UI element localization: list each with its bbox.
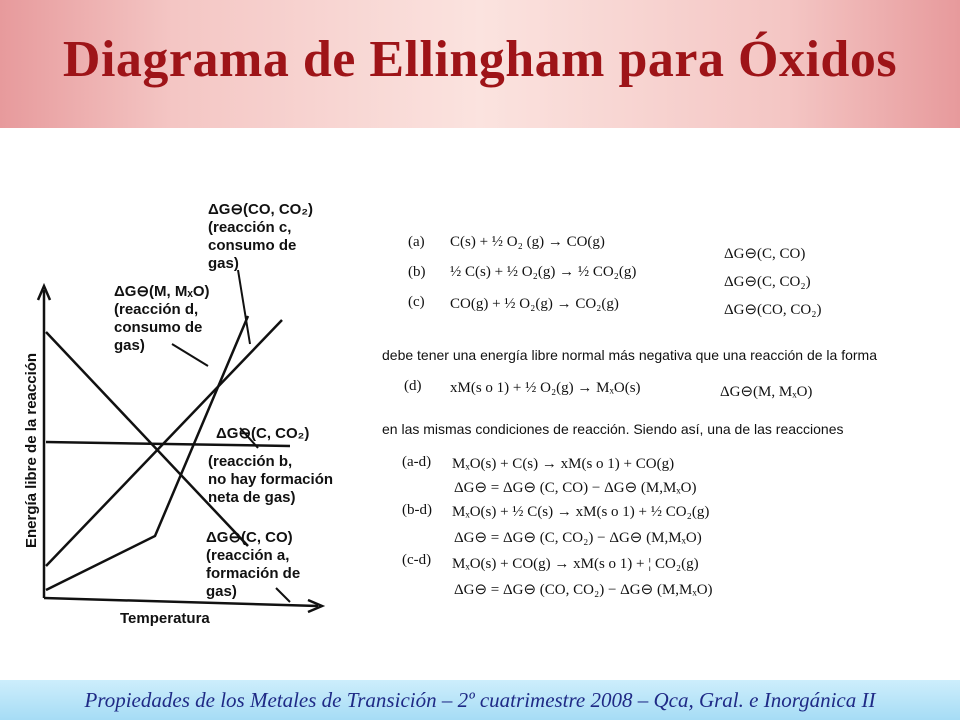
y-axis-label: Energía libre de la reacción [23, 352, 40, 548]
annotation-c-co-line2: (reacción a, [206, 547, 290, 564]
combined-ad-equation: MₓO(s) + C(s) → xM(s o 1) + CO(g) [452, 456, 675, 472]
reaction-b-equation: ½ C(s) + ½ O₂(g) → ½ CO₂(g) [450, 264, 637, 280]
reaction-c-dg: ΔG⊖(CO, CO₂) [724, 302, 822, 318]
combined-bd-tag: (b-d) [402, 502, 432, 518]
annotation-c-co2-line2: (reacción b, [208, 453, 293, 470]
annotation-c-co-line4: gas) [206, 583, 237, 600]
reaction-a-dg: ΔG⊖(C, CO) [724, 246, 806, 262]
combined-ad-dg: ΔG⊖ = ΔG⊖ (C, CO) − ΔG⊖ (M,MₓO) [454, 480, 697, 496]
annotation-co-co2-line2: (reacción c, [208, 219, 292, 236]
leader-m-mxo [172, 344, 208, 366]
slide-title: Diagrama de Ellingham para Óxidos [62, 31, 898, 88]
leader-c-co [276, 588, 290, 602]
reaction-a-equation: C(s) + ½ O₂ (g) → CO(g) [450, 234, 605, 250]
annotation-m-mxo-line4: gas) [114, 337, 145, 354]
annotation-co-co2-line4: gas) [208, 255, 239, 272]
combined-cd-tag: (c-d) [402, 552, 432, 568]
combined-bd-dg: ΔG⊖ = ΔG⊖ (C, CO₂) − ΔG⊖ (M,MₓO) [454, 530, 702, 546]
annotation-c-co2-line4: neta de gas) [208, 489, 296, 506]
annotation-m-mxo-line1: ΔG⊖(M, MₓO) [114, 283, 210, 300]
footer-bar [0, 680, 960, 720]
annotation-m-mxo-line2: (reacción d, [114, 301, 199, 318]
combined-ad-tag: (a-d) [402, 454, 432, 470]
x-axis-label: Temperatura [120, 610, 210, 627]
combined-cd-equation: MₓO(s) + CO(g) → xM(s o 1) + ¦ CO₂(g) [452, 556, 699, 572]
combined-bd-equation: MₓO(s) + ½ C(s) → xM(s o 1) + ½ CO₂(g) [452, 504, 710, 520]
reaction-a-tag: (a) [408, 234, 425, 250]
reaction-d-dg: ΔG⊖(M, MₓO) [720, 384, 813, 400]
reaction-b-tag: (b) [408, 264, 426, 280]
combined-cd-dg: ΔG⊖ = ΔG⊖ (CO, CO₂) − ΔG⊖ (M,MₓO) [454, 582, 713, 598]
annotation-m-mxo-line3: consumo de [114, 319, 203, 336]
sentence-2: en las mismas condiciones de reacción. Siendo así, una de las reacciones [382, 421, 844, 437]
footer-text: Propiedades de los Metales de Transición – 2º cuatrimestre 2008 – Qca, Gral. e Inorgánica II [84, 688, 876, 712]
annotation-c-co-line1: ΔG⊖(C, CO) [206, 529, 293, 546]
annotation-c-co2-line1: ΔG⊖(C, CO₂) [216, 425, 310, 442]
ellingham-figure [0, 128, 960, 680]
reaction-b-dg: ΔG⊖(C, CO₂) [724, 274, 811, 290]
title-banner [0, 0, 960, 128]
x-axis [44, 598, 318, 606]
reaction-d-equation: xM(s o 1) + ½ O₂(g) → MₓO(s) [450, 380, 641, 396]
reaction-c-tag: (c) [408, 294, 425, 310]
annotation-c-co2-line3: no hay formación [208, 471, 334, 488]
reaction-d-tag: (d) [404, 378, 422, 394]
annotation-co-co2-line1: ΔG⊖(CO, CO₂) [208, 201, 314, 218]
ellingham-diagram-svg [0, 128, 960, 680]
annotation-co-co2-line3: consumo de [208, 237, 297, 254]
reaction-c-equation: CO(g) + ½ O₂(g) → CO₂(g) [450, 296, 619, 312]
sentence-1: debe tener una energía libre normal más negativa que una reacción de la forma [382, 347, 877, 363]
annotation-c-co-line3: formación de [206, 565, 301, 582]
